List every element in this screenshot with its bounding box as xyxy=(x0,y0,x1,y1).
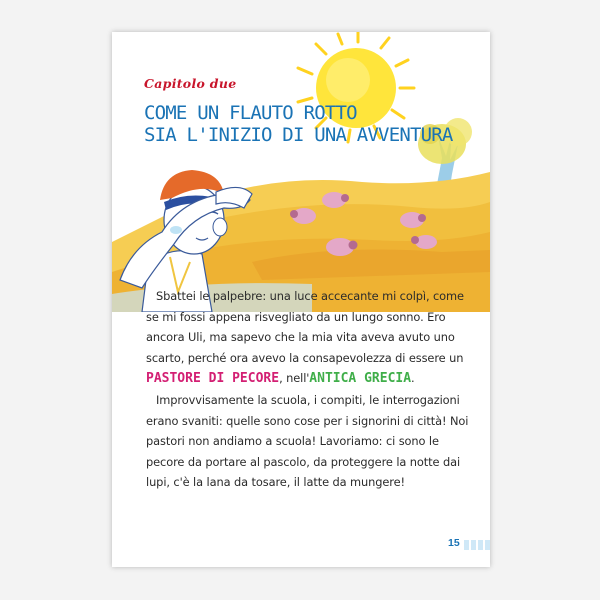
page-number: 15 xyxy=(448,537,460,549)
paragraph-1-text-c: . xyxy=(411,371,415,386)
paragraph-1-text-a: Sbattei le palpebre: una luce accecante mi colpì, come se mi fossi appena risvegliato da un lungo sonno. Ero ancora Uli, ma sapevo che la mia vita aveva avuto uno scarto, perché ora avevo la consapevolezza di essere un xyxy=(146,289,464,365)
chapter-title-line-2: SIA L'INIZIO DI UNA AVVENTURA xyxy=(144,124,453,146)
chapter-label: Capitolo due xyxy=(144,76,237,91)
highlight-antica-grecia: ANTICA GRECIA xyxy=(309,371,412,387)
paragraph-1 xyxy=(146,286,476,390)
book-page xyxy=(112,32,490,567)
chapter-illustration xyxy=(112,32,490,312)
paragraph-1-text-b: , nell' xyxy=(279,371,310,386)
chapter-title-line-1: COME UN FLAUTO ROTTO xyxy=(144,102,357,124)
paragraph-2: Improvvisamente la scuola, i compiti, le interrogazioni erano svaniti: quelle sono cose per i signorini di città! Noi pastori non andiamo a scuola! Lavoriamo: ci sono le pecore da portare al pascolo, da proteggere la notte dai lupi, c'è la lana da tosare, il latte da mungere! xyxy=(146,392,469,490)
chapter-title xyxy=(144,102,474,146)
story-text xyxy=(146,286,476,493)
page-corner-stripes xyxy=(464,540,490,550)
highlight-pastore-di-pecore: PASTORE DI PECORE xyxy=(146,371,280,387)
